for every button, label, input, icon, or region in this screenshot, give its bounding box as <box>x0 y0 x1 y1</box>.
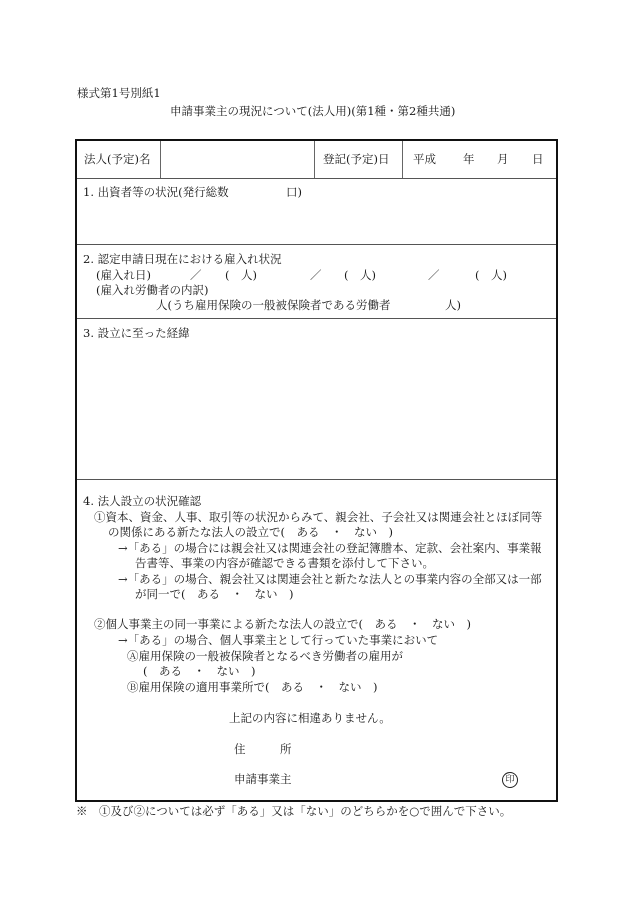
hire-date-slash-2: ／ <box>310 268 322 282</box>
q2-arrow: →「ある」の場合、個人事業主として行っていた事業において <box>118 633 439 647</box>
day-unit: 日 <box>532 152 544 166</box>
page-title: 申請事業主の現況について(法人用)(第1種・第2種共通) <box>170 104 456 118</box>
q2-a-line1: Ⓐ雇用保険の一般被保険者となるべき労働者の雇用が <box>127 649 403 663</box>
row-divider <box>77 479 556 480</box>
section4-label: 4. 法人設立の状況確認 <box>83 494 202 508</box>
breakdown-line: 人(うち雇用保険の一般被保険者である労働者 <box>156 298 391 312</box>
section3-label: 3. 設立に至った経緯 <box>83 326 190 340</box>
hire-count-1: ( 人) <box>225 268 257 282</box>
year-unit: 年 <box>463 152 475 166</box>
form-id: 様式第1号別紙1 <box>77 86 161 100</box>
hire-count-3: ( 人) <box>475 268 507 282</box>
q1-arrow1-line1: →「ある」の場合には親会社又は関連会社の登記簿謄本、定款、会社案内、事業報 <box>118 541 542 555</box>
q1-arrow2-line1: →「ある」の場合、親会社又は関連会社と新たな法人との事業内容の全部又は一部 <box>118 572 542 586</box>
q2-a-line2: ( ある ・ ない ) <box>143 664 256 678</box>
breakdown-label: (雇入れ労働者の内訳) <box>96 283 209 297</box>
hire-date-label: (雇入れ日) <box>96 268 151 282</box>
section1-label: 1. 出資者等の状況(発行総数 <box>83 185 229 199</box>
q1-arrow2-line2: が同一で( ある ・ ない ) <box>135 587 294 601</box>
q1-line1: ①資本、資金、人事、取引等の状況からみて、親会社、子会社又は関連会社とほぼ同等 <box>94 510 543 524</box>
row-divider <box>77 244 556 245</box>
section2-label: 2. 認定申請日現在における雇入れ状況 <box>83 252 282 266</box>
q2-b: Ⓑ雇用保険の適用事業所で( ある ・ ない ) <box>127 680 378 694</box>
month-unit: 月 <box>497 152 509 166</box>
hire-date-slash-3: ／ <box>428 268 440 282</box>
era-label: 平成 <box>413 152 436 166</box>
hire-count-2: ( 人) <box>344 268 376 282</box>
q1-arrow1-line2: 告書等、事業の内容が確認できる書類を添付して下さい。 <box>135 556 434 570</box>
seal-icon: 印 <box>502 772 518 788</box>
column-divider <box>160 141 161 178</box>
footnote: ※ ①及び②については必ず「ある」又は「ない」のどちらかを○で囲んで下さい。 <box>76 804 512 818</box>
q2-line1: ②個人事業主の同一事業による新たな法人の設立で( ある ・ ない ) <box>94 617 471 631</box>
row-divider <box>77 318 556 319</box>
row-divider <box>77 178 556 179</box>
corp-name-label: 法人(予定)名 <box>84 152 151 166</box>
corp-name-field[interactable] <box>167 149 307 171</box>
section1-unit: 口) <box>286 185 302 199</box>
application-form-table <box>75 139 558 802</box>
column-divider <box>402 141 403 178</box>
q1-line2: の関係にある新たな法人の設立で( ある ・ ない ) <box>108 525 393 539</box>
breakdown-end: 人) <box>445 298 461 312</box>
hire-date-slash-1: ／ <box>190 268 202 282</box>
column-divider <box>314 141 315 178</box>
address-label: 住 所 <box>234 742 292 756</box>
applicant-label: 申請事業主 <box>234 772 292 786</box>
reg-date-label: 登記(予定)日 <box>323 152 390 166</box>
declaration-text: 上記の内容に相違ありません。 <box>229 711 391 725</box>
